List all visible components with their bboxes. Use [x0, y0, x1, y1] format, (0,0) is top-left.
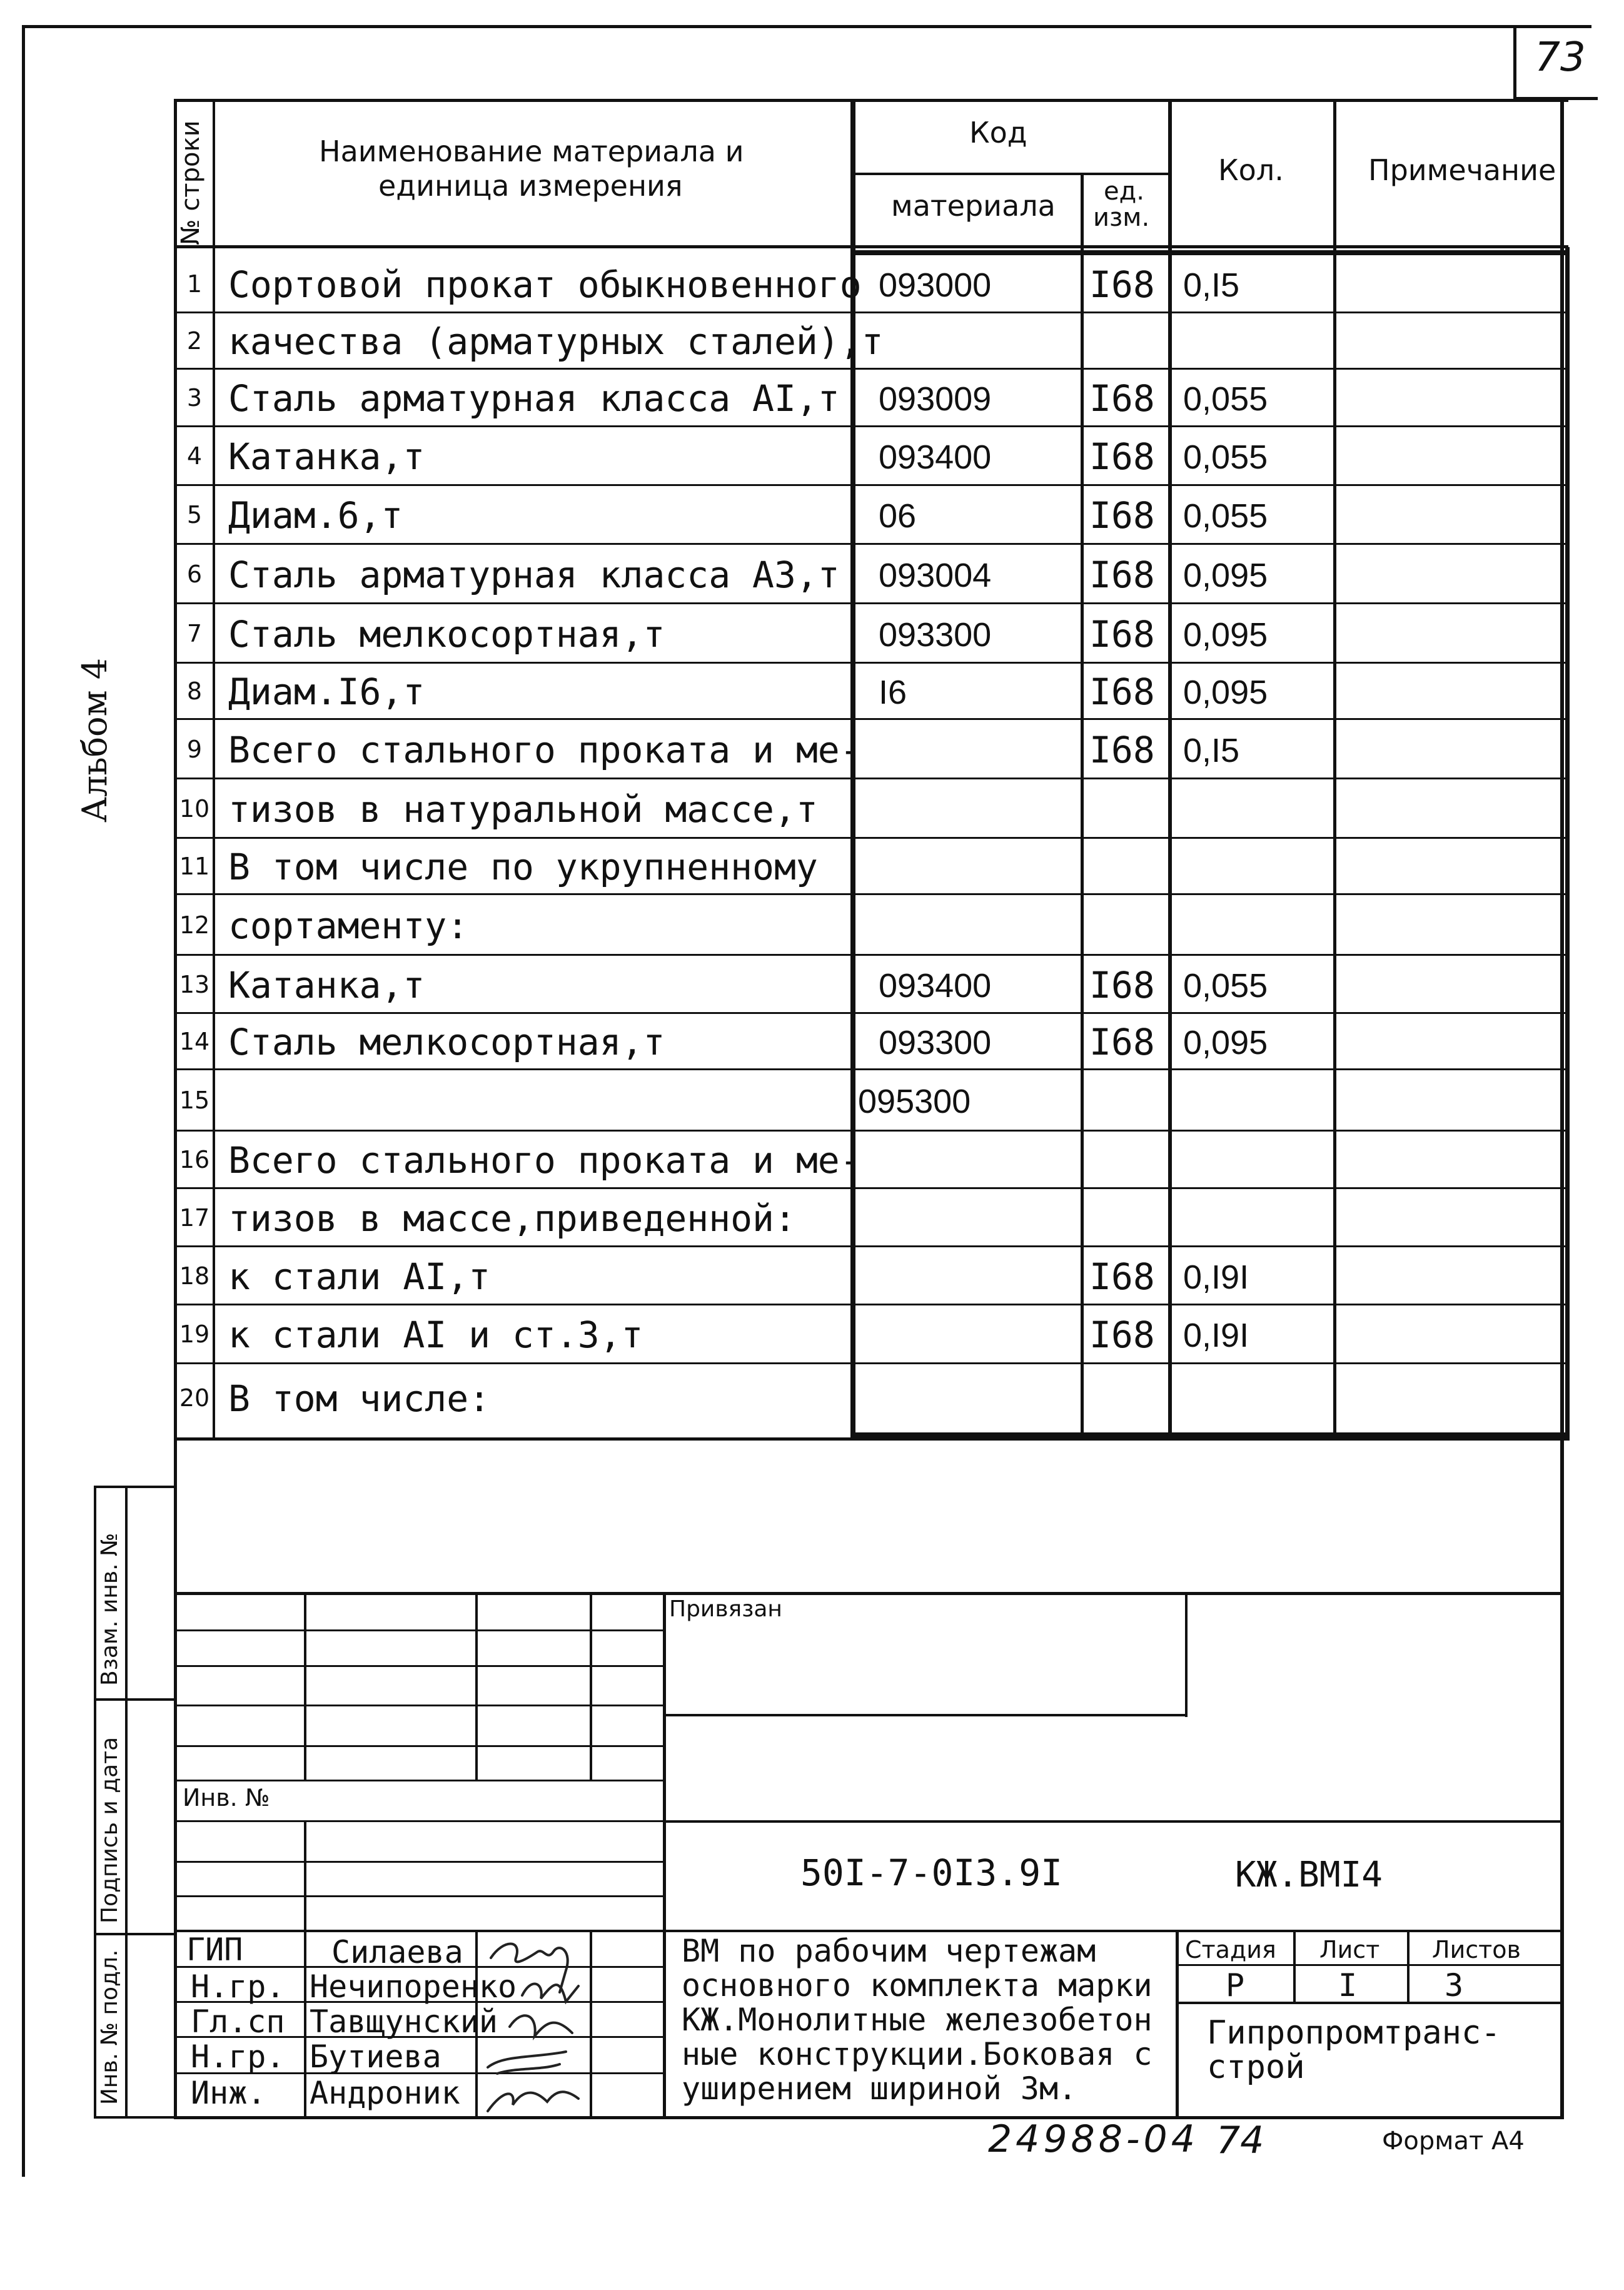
- material-name: Сталь арматурная класса A3,т: [228, 553, 840, 596]
- person-name: Тавщунский: [310, 2004, 498, 2040]
- row-number: 7: [186, 619, 203, 647]
- material-name: Сортовой прокат обыкновенного: [228, 263, 862, 306]
- material-code: 095300: [858, 1083, 971, 1120]
- row-divider: [174, 602, 1570, 604]
- row-divider: [174, 484, 1570, 486]
- material-name: к стали AI и ст.3,т: [228, 1314, 643, 1356]
- signature-marks: [478, 1933, 666, 2120]
- row-number: 17: [179, 1203, 210, 1232]
- material-name: В том числе по укрупненному: [228, 846, 818, 888]
- doc-code: 50I-7-0I3.9I: [800, 1852, 1063, 1894]
- unit-code: I68: [1089, 553, 1155, 596]
- material-name: качества (арматурных сталей),т: [228, 320, 884, 363]
- material-name: к стали AI,т: [228, 1255, 491, 1298]
- material-name: Катанка,т: [228, 435, 425, 478]
- sheets-value: 3: [1445, 1967, 1464, 2004]
- quantity: 0,095: [1183, 556, 1268, 594]
- row-number: 8: [186, 677, 203, 705]
- material-code: 093300: [879, 616, 992, 654]
- header-code-material: материала: [891, 189, 1056, 223]
- person-role: Инж.: [191, 2075, 266, 2111]
- material-name: Сталь мелкосортная,т: [228, 1021, 665, 1063]
- header-qty: Кол.: [1218, 153, 1284, 187]
- unit-code: I68: [1089, 494, 1155, 537]
- description-line: основного комплекта марки: [682, 1967, 1152, 2004]
- material-code: 093009: [879, 380, 992, 418]
- header-name-line2: единица измерения: [378, 169, 683, 203]
- quantity: 0,055: [1183, 966, 1268, 1005]
- row-divider: [174, 837, 1570, 839]
- material-name: Сталь мелкосортная,т: [228, 612, 665, 656]
- row-divider: [174, 1187, 1570, 1189]
- row-number: 4: [186, 442, 203, 470]
- row-divider: [174, 368, 1570, 370]
- material-name: тизов в натуральной массе,т: [228, 788, 818, 831]
- description-line: ВМ по рабочим чертежам: [682, 1933, 1096, 1969]
- material-code: 093000: [879, 266, 992, 304]
- material-name: Всего стального проката и ме-: [228, 1139, 862, 1182]
- material-code: I6: [879, 674, 907, 711]
- person-role: ГИП: [186, 1932, 243, 1968]
- drawing-mark: КЖ.ВМI4: [1235, 1855, 1383, 1895]
- row-number: 14: [179, 1028, 210, 1055]
- row-number: 19: [179, 1320, 210, 1348]
- quantity: 0,I5: [1183, 731, 1240, 769]
- header-row-no: № строки: [176, 120, 205, 245]
- row-divider: [174, 1362, 1570, 1364]
- inv-no-label: Инв. №: [183, 1784, 270, 1811]
- header-name-line1: Наименование материала и: [319, 134, 744, 168]
- row-number: 15: [179, 1087, 210, 1114]
- row-number: 16: [179, 1146, 210, 1173]
- row-number: 18: [179, 1262, 210, 1290]
- person-name: Силаева: [331, 1934, 463, 1970]
- row-divider: [174, 1245, 1570, 1247]
- unit-code: I68: [1089, 728, 1155, 771]
- stage-label: Стадия: [1185, 1936, 1276, 1963]
- quantity: 0,I9I: [1183, 1258, 1249, 1296]
- unit-code: I68: [1089, 963, 1155, 1006]
- handwritten-page-no: 74: [1216, 2119, 1264, 2162]
- person-role: Н.гр.: [191, 1968, 285, 2005]
- quantity: 0,055: [1183, 438, 1268, 476]
- header-code-unit1: ед.: [1104, 177, 1144, 206]
- description-line: КЖ.Монолитные железобетон: [682, 2002, 1152, 2038]
- row-divider: [174, 1012, 1570, 1014]
- unit-code: I68: [1089, 263, 1155, 306]
- material-code: 093004: [879, 556, 992, 594]
- material-name: сортаменту:: [228, 904, 469, 947]
- quantity: 0,095: [1183, 1024, 1268, 1061]
- header-note: Примечание: [1368, 153, 1556, 187]
- material-name: тизов в массе,приведенной:: [228, 1197, 796, 1240]
- quantity: 0,095: [1183, 616, 1268, 654]
- material-name: Катанка,т: [228, 963, 425, 1006]
- material-code: 093400: [879, 438, 992, 476]
- row-number: 6: [186, 560, 203, 588]
- stamp-podpis-data: Подпись и дата: [97, 1736, 123, 1923]
- row-number: 12: [179, 911, 210, 939]
- row-divider: [174, 1130, 1570, 1132]
- row-divider: [174, 778, 1570, 779]
- person-name: Андроник: [310, 2075, 460, 2111]
- sheet-label: Лист: [1319, 1936, 1380, 1963]
- format-label: Формат А4: [1382, 2127, 1525, 2156]
- row-number: 13: [179, 970, 210, 998]
- person-role: Н.гр.: [191, 2039, 285, 2075]
- person-name: Бутиева: [310, 2039, 441, 2075]
- unit-code: I68: [1089, 435, 1155, 478]
- quantity: 0,055: [1183, 380, 1268, 418]
- row-number: 9: [186, 735, 203, 763]
- material-name: Диам.I6,т: [228, 671, 425, 713]
- row-divider: [174, 662, 1570, 664]
- row-number: 2: [186, 327, 203, 355]
- unit-code: I68: [1089, 1021, 1155, 1063]
- material-name: Всего стального проката и ме-: [228, 728, 862, 771]
- row-number: 5: [186, 501, 203, 529]
- row-divider: [174, 954, 1570, 956]
- header-code-unit2: изм.: [1093, 203, 1150, 232]
- org-line1: Гипропромтранс-: [1207, 2014, 1501, 2052]
- row-divider: [174, 893, 1570, 895]
- row-divider: [174, 1068, 1570, 1070]
- row-divider: [174, 1304, 1570, 1305]
- unit-code: I68: [1089, 377, 1155, 420]
- row-number: 11: [179, 853, 210, 880]
- stamp-vzam-inv: Взам. инв. №: [97, 1533, 123, 1686]
- sheet-value: I: [1338, 1967, 1358, 2004]
- person-name: Нечипоренко: [310, 1968, 517, 2005]
- material-name: Диам.6,т: [228, 494, 403, 537]
- row-divider: [174, 718, 1570, 720]
- row-divider: [174, 425, 1570, 427]
- row-number: 3: [186, 384, 203, 412]
- org-line2: строй: [1207, 2049, 1305, 2086]
- unit-code: I68: [1089, 1255, 1155, 1298]
- row-number: 20: [179, 1384, 210, 1412]
- material-code: 06: [879, 497, 917, 535]
- row-divider: [174, 543, 1570, 545]
- quantity: 0,I5: [1183, 266, 1240, 304]
- material-name: В том числе:: [228, 1377, 491, 1420]
- unit-code: I68: [1089, 612, 1155, 656]
- quantity: 0,055: [1183, 497, 1268, 535]
- handwritten-archive-no: 24988-04: [988, 2117, 1199, 2161]
- album-label: Альбом 4: [75, 657, 114, 823]
- row-number: 10: [179, 794, 210, 823]
- material-name: Сталь арматурная класса AI,т: [228, 377, 840, 420]
- person-role: Гл.сп: [191, 2004, 285, 2040]
- unit-code: I68: [1089, 1314, 1155, 1356]
- stamp-inv-podl: Инв. № подл.: [97, 1949, 123, 2105]
- material-code: 093300: [879, 1024, 992, 1061]
- stage-value: Р: [1226, 1967, 1245, 2004]
- description-line: ные конструкции.Боковая с: [682, 2036, 1152, 2072]
- description-line: уширением шириной 3м.: [682, 2070, 1077, 2107]
- unit-code: I68: [1089, 671, 1155, 713]
- row-divider: [174, 312, 1570, 313]
- privyazan-label: Привязан: [669, 1596, 782, 1622]
- sheets-label: Листов: [1432, 1936, 1521, 1963]
- page-number: 73: [1535, 34, 1586, 81]
- row-number: 1: [186, 270, 203, 298]
- quantity: 0,095: [1183, 674, 1268, 711]
- quantity: 0,I9I: [1183, 1317, 1249, 1354]
- header-code: Код: [969, 116, 1027, 149]
- material-code: 093400: [879, 966, 992, 1005]
